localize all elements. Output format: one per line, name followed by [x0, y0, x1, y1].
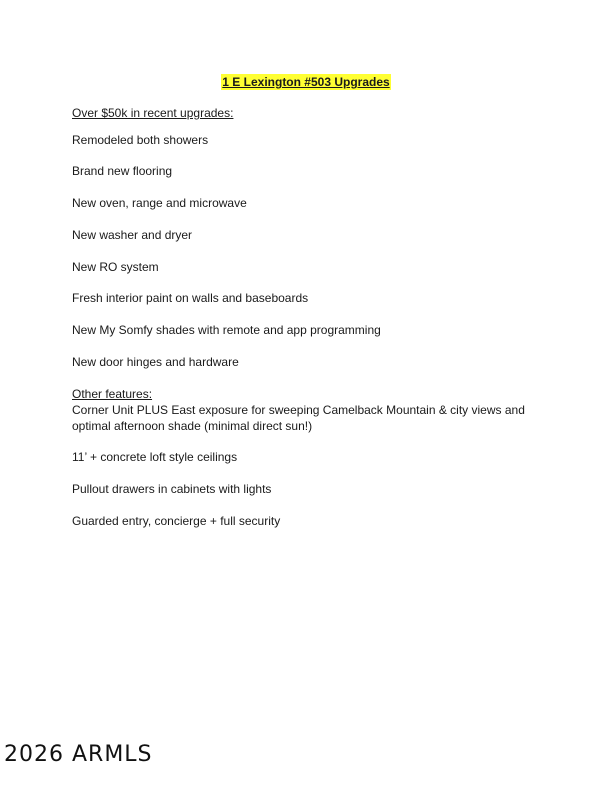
feature-item: 11’ + concrete loft style ceilings [72, 450, 238, 464]
upgrade-item: New door hinges and hardware [72, 355, 239, 369]
watermark: 2026 ARMLS [4, 742, 153, 767]
upgrade-item: New RO system [72, 260, 159, 274]
upgrade-item: New washer and dryer [72, 228, 193, 242]
upgrades-heading: Over $50k in recent upgrades: [72, 106, 234, 120]
title-container [0, 73, 612, 91]
document-title: 1 E Lexington #503 Upgrades [222, 75, 390, 89]
feature-item: Pullout drawers in cabinets with lights [72, 482, 272, 496]
upgrade-item: Remodeled both showers [72, 133, 209, 147]
feature-item: Corner Unit PLUS East exposure for sweeping Camelback Mountain & city views and optimal afternoon shade (minimal direct sun!) [72, 403, 525, 433]
upgrade-item: New My Somfy shades with remote and app programming [72, 323, 381, 337]
feature-item: Guarded entry, concierge + full security [72, 514, 281, 528]
upgrade-item: Fresh interior paint on walls and baseboards [72, 291, 309, 305]
features-heading: Other features: [72, 387, 153, 401]
upgrade-item: New oven, range and microwave [72, 196, 247, 210]
upgrade-item: Brand new flooring [72, 164, 173, 178]
